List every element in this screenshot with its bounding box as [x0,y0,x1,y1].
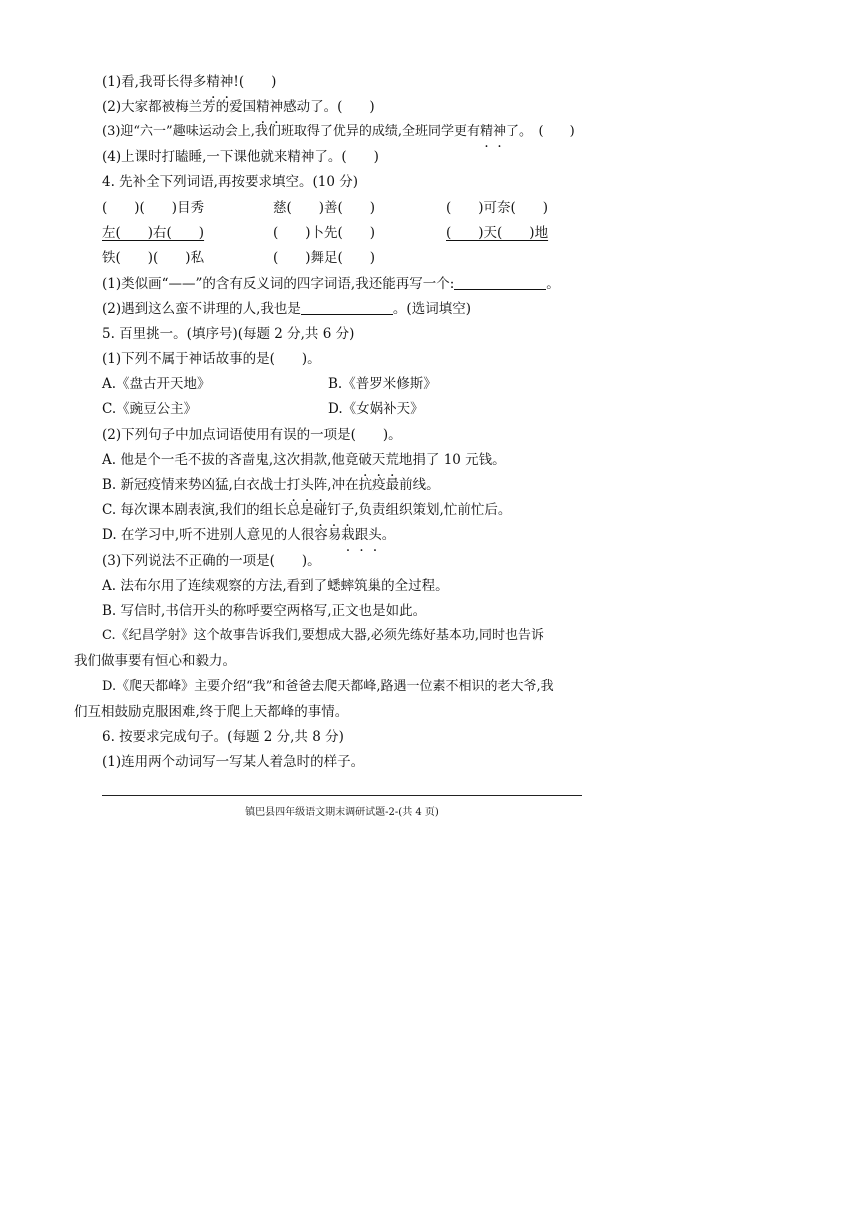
dotted-char: 碰 [313,502,328,518]
q4-word-8[interactable]: ( )舞足( ) [273,250,376,266]
answer-blank[interactable] [301,302,393,315]
q4-sub-1-text: (1)类似画“——”的含有反义词的四字词语,我还能再写一个: [102,276,455,292]
q5-s3-option-d-line1[interactable]: D.《爬天都峰》主要介绍“我”和爸爸去爬天都峰,路遇一位素不相识的老大爷,我 [102,679,554,694]
option-text: ,负责组织策划,忙前忙后。 [354,502,512,518]
dotted-char: 神 [493,124,507,139]
dotted-char: 头 [368,527,382,543]
q5-title: 5. 百里挑一。(填序号)(每题 2 分,共 6 分) [102,326,355,342]
q5-s1-option-c[interactable]: C.《豌豆公主》 [102,401,198,417]
q4-sub-1 [102,274,560,294]
q4-word-3[interactable]: ( )可奈( ) [446,200,549,216]
q3-item-2 [102,97,375,117]
q3-item-1-answer[interactable]: !( ) [233,74,277,90]
footer-divider [102,795,582,796]
option-text: 。 [381,527,396,543]
q4-word-1[interactable]: ( )( )目秀 [102,200,205,216]
q4-sub-2 [102,299,471,319]
dotted-char: 跟 [354,527,369,543]
q4-sub-2-note: 。(选词填空) [392,301,471,317]
q5-s1-option-d[interactable]: D.《女娲补天》 [328,401,424,417]
option-text: C. 每次课本剧表演,我们的组长总是 [102,502,314,518]
answer-blank[interactable] [454,277,546,290]
dotted-char: 精 [479,124,493,139]
option-text: B. 新冠疫情来势凶猛,白衣战士 [102,477,287,493]
q5-s3-question: (3)下列说法不正确的一项是( )。 [102,553,321,569]
q5-s3-option-c-line1[interactable]: C.《纪昌学射》这个故事告诉我们,要想成大器,必须先练好基本功,同时也告诉 [102,628,545,643]
punct: 。 [546,276,560,292]
dotted-char: 精 [206,74,220,90]
q3-item-1-text: (1)看,我哥长得多 [102,74,207,90]
q5-s2-option-c[interactable] [102,500,511,520]
q5-s1-option-a[interactable]: A.《盘古开天地》 [102,376,211,392]
dotted-char: 钉 [327,502,341,518]
q3-item-3 [102,122,575,142]
q4-title: 4. 先补全下列词语,再按要求填空。(10 分) [102,174,358,190]
q3-item-3-answer[interactable]: 了。 ( ) [506,124,575,139]
q5-s1-question: (1)下列不属于神话故事的是( )。 [102,351,321,367]
q5-s2-option-b[interactable] [102,475,440,495]
dotted-char: 精 [256,99,270,115]
page-footer: 镇巴县四年级语文期末调研试题-2-(共 4 页) [245,807,439,818]
q5-s1-option-b[interactable]: B.《普罗米修斯》 [328,376,437,392]
option-text: ,冲在抗疫最前线。 [327,477,440,493]
q6-s1-question: (1)连用两个动词写一写某人着急时的样子。 [102,754,365,770]
option-text: 地捐了 10 元钱。 [398,452,506,468]
dotted-char: 荒 [385,452,399,468]
q5-s2-option-a[interactable] [102,450,506,470]
q6-title: 6. 按要求完成句子。(每题 2 分,共 8 分) [102,729,344,745]
dotted-char: 阵 [313,477,328,493]
q3-item-3-text: (3)迎“六一”趣味运动会上,我们班取得了优异的成绩,全班同学更有 [102,124,480,139]
dotted-char: 打 [286,477,301,493]
q5-s3-option-d-line2[interactable]: 们互相鼓励克服困难,终于爬上天都峰的事情。 [74,704,349,720]
dotted-char: 神 [219,74,234,90]
dotted-char: 天 [371,452,386,468]
dotted-char: 头 [300,477,314,493]
q3-item-2-text: (2)大家都被梅兰芳的爱国 [102,99,257,115]
q4-word-2[interactable]: 慈( )善( ) [273,200,376,216]
q5-s2-option-d[interactable] [102,525,395,545]
q5-s2-question: (2)下列句子中加点词语使用有误的一项是( )。 [102,427,402,443]
q4-word-7[interactable]: 铁( )( )私 [102,250,205,266]
dotted-char: 子 [340,502,355,518]
dotted-char: 神 [269,99,284,115]
q5-s3-option-a[interactable]: A. 法布尔用了连续观察的方法,看到了蟋蟀筑巢的全过程。 [102,578,449,594]
q4-word-6[interactable]: ( )天( )地 [446,225,549,241]
q3-item-1 [102,72,276,92]
dotted-char: 栽 [341,527,355,543]
q4-word-5[interactable]: ( )卜先( ) [273,225,376,241]
q5-s3-option-b[interactable]: B. 写信时,书信开头的称呼要空两格写,正文也是如此。 [102,603,427,619]
q3-item-2-answer[interactable]: 感动了。( ) [283,99,375,115]
q3-item-4: (4)上课时打瞌睡,一下课他就来精神了。( ) [102,149,379,165]
dotted-char: 破 [358,452,372,468]
option-text: A. 他是个一毛不拔的吝啬鬼,这次捐款,他竟 [102,452,359,468]
q5-s3-option-c-line2[interactable]: 我们做事要有恒心和毅力。 [74,653,236,669]
option-text: D. 在学习中,听不进别人意见的人很容易 [102,527,342,543]
q4-word-4[interactable]: 左( )右( ) [102,225,205,241]
q4-sub-2-text: (2)遇到这么蛮不讲理的人,我也是 [102,301,301,317]
